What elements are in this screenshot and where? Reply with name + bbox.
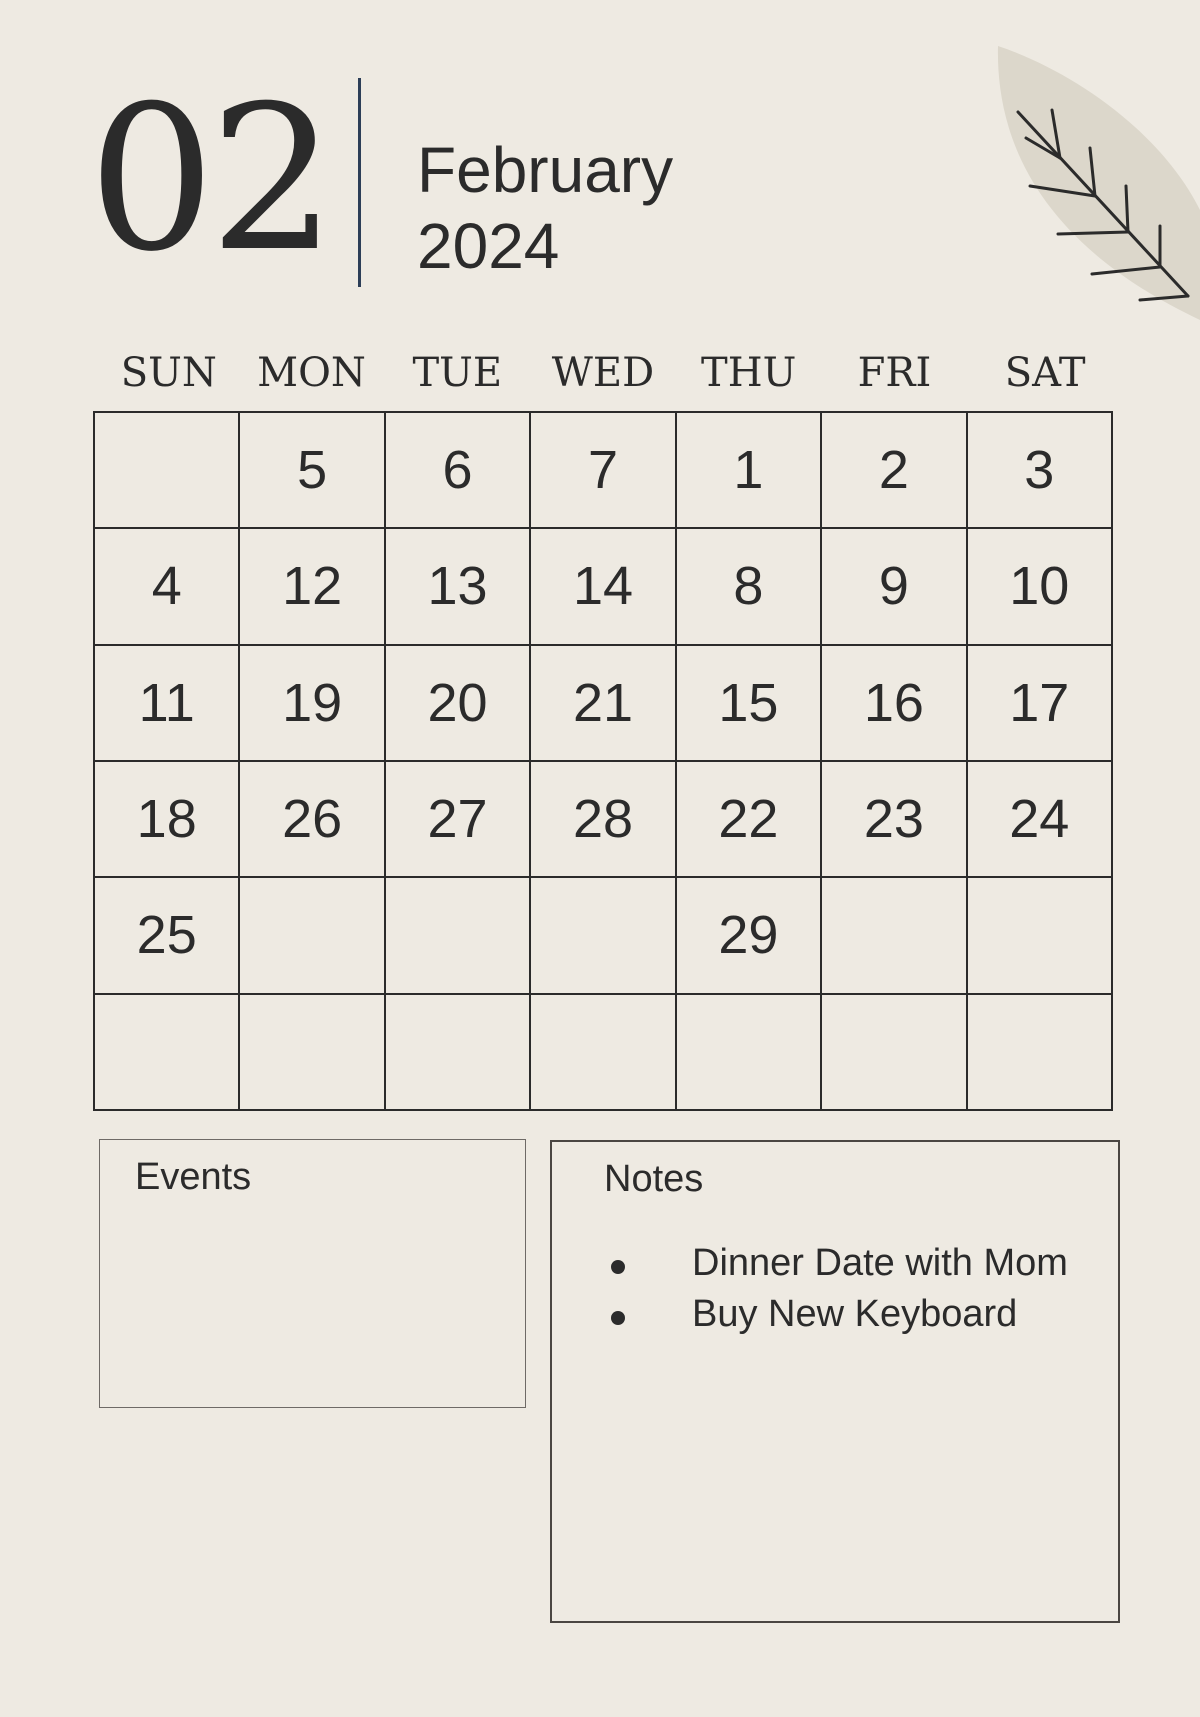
calendar-cell: 27 <box>386 762 531 878</box>
calendar-cell: 1 <box>677 413 822 529</box>
calendar-cell <box>386 995 531 1111</box>
calendar-cell: 28 <box>531 762 676 878</box>
calendar-cell: 22 <box>677 762 822 878</box>
month-number: 02 <box>88 63 331 296</box>
calendar-cell: 17 <box>968 646 1113 762</box>
calendar-cell <box>822 878 967 994</box>
bullet-icon <box>611 1311 625 1325</box>
calendar-cell: 8 <box>677 529 822 645</box>
calendar-cell <box>240 995 385 1111</box>
bullet-icon <box>611 1260 625 1274</box>
calendar-cell: 29 <box>677 878 822 994</box>
notes-box <box>550 1140 1120 1623</box>
calendar-grid <box>93 411 1113 1111</box>
calendar-cell <box>240 878 385 994</box>
day-header-wed: WED <box>551 350 655 396</box>
calendar-cell: 12 <box>240 529 385 645</box>
calendar-cell: 16 <box>822 646 967 762</box>
calendar-cell: 3 <box>968 413 1113 529</box>
calendar-cell <box>968 878 1113 994</box>
events-box <box>99 1139 526 1408</box>
month-name: February <box>417 134 674 206</box>
day-header-sat: SAT <box>1004 350 1086 396</box>
notes-list <box>612 1244 1172 1346</box>
notes-title: Notes <box>604 1158 704 1200</box>
calendar-cell <box>95 413 240 529</box>
calendar-cell: 18 <box>95 762 240 878</box>
calendar-cell: 23 <box>822 762 967 878</box>
calendar-cell <box>386 878 531 994</box>
calendar-cell: 20 <box>386 646 531 762</box>
calendar-cell <box>531 878 676 994</box>
calendar-cell <box>531 995 676 1111</box>
day-header-sun: SUN <box>120 350 217 396</box>
calendar-cell: 13 <box>386 529 531 645</box>
year: 2024 <box>417 210 560 282</box>
calendar-cell: 11 <box>95 646 240 762</box>
events-title: Events <box>135 1156 252 1198</box>
notes-item: Dinner Date with Mom <box>692 1244 1172 1283</box>
day-header-tue: TUE <box>412 350 503 396</box>
calendar-cell <box>95 995 240 1111</box>
calendar-cell: 19 <box>240 646 385 762</box>
calendar-cell: 2 <box>822 413 967 529</box>
leaf-icon <box>990 40 1200 325</box>
calendar-cell: 5 <box>240 413 385 529</box>
day-header-mon: MON <box>257 350 366 396</box>
calendar-cell: 24 <box>968 762 1113 878</box>
calendar-cell: 6 <box>386 413 531 529</box>
calendar-cell: 26 <box>240 762 385 878</box>
calendar-cell: 14 <box>531 529 676 645</box>
day-header-thu: THU <box>701 350 797 396</box>
calendar-cell: 7 <box>531 413 676 529</box>
calendar-cell: 21 <box>531 646 676 762</box>
header-divider <box>358 78 361 287</box>
calendar-cell: 9 <box>822 529 967 645</box>
day-header-fri: FRI <box>857 350 932 396</box>
calendar-cell: 15 <box>677 646 822 762</box>
calendar-cell <box>968 995 1113 1111</box>
calendar-cell <box>677 995 822 1111</box>
calendar-cell: 10 <box>968 529 1113 645</box>
calendar-cell: 4 <box>95 529 240 645</box>
calendar-cell: 25 <box>95 878 240 994</box>
notes-item: Buy New Keyboard <box>692 1295 1172 1334</box>
calendar-cell <box>822 995 967 1111</box>
